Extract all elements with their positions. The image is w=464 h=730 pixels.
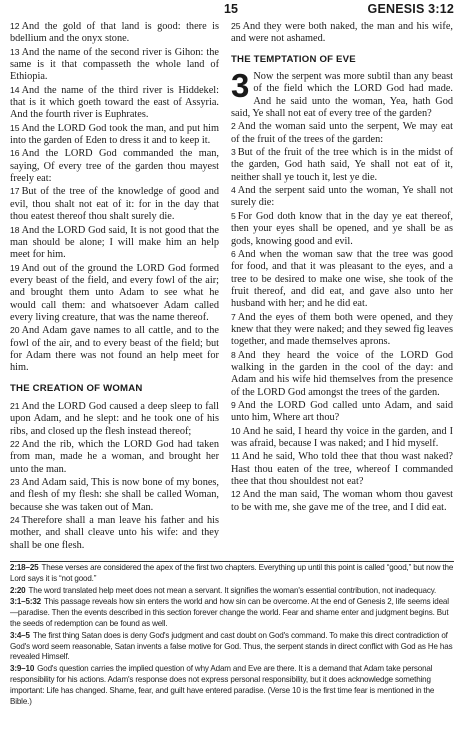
verse-number: 24 — [10, 515, 20, 526]
verse-text: And Adam said, This is now bone of my bones, and flesh of my flesh: she shall be called Woman, because she was taken out of Man. — [10, 477, 219, 513]
verse-number: 12 — [231, 489, 241, 500]
verse — [231, 184, 453, 210]
chapter-opening-verse — [231, 67, 453, 120]
verse-number: 9 — [231, 399, 236, 410]
verse-text: And he said, I heard thy voice in the garden, and I was afraid, because I was naked; and I hid myself. — [231, 425, 453, 449]
verse — [10, 46, 219, 84]
verse-text: And he said, Who told thee that thou wast naked? Hast thou eaten of the tree, whereof I commanded thee that thou shouldest not eat? — [231, 451, 453, 488]
verse-text: And the LORD God took the man, and put him into the garden of Eden to dress it and to keep it. — [10, 122, 219, 147]
verse — [231, 488, 453, 514]
verse-text: And Adam gave names to all cattle, and to the fowl of the air, and to every beast of the field; but for Adam there was not found an help meet for him. — [10, 325, 219, 374]
verse — [231, 120, 453, 146]
running-header — [0, 2, 464, 18]
chapter-number-dropcap: 3 — [231, 67, 250, 105]
note-reference: 3:1–5:32 — [10, 597, 42, 607]
verse-number: 5 — [231, 210, 236, 221]
verse-text: And they heard the voice of the LORD God walking in the garden in the cool of the day: and Adam and his wife hid themselves from the presence of the LORD God amongst the trees of the garden. — [231, 349, 453, 398]
verse — [231, 311, 453, 349]
verse-text: And out of the ground the LORD God formed every beast of the field, and every fowl of the air; and brought them unto Adam to see what he would call them: and whatsoever Adam called every living creature, that was the name thereof. — [10, 262, 219, 323]
verse-list — [231, 120, 453, 514]
note-reference: 2:20 — [10, 585, 26, 595]
study-note — [10, 664, 454, 707]
verse-text: And the serpent said unto the woman, Ye shall not surely die: — [231, 185, 453, 209]
verse-text: And the LORD God said, It is not good that the man should be alone; I will make him an help meet for him. — [10, 224, 219, 261]
verse-number: 3 — [231, 147, 236, 158]
verse — [231, 450, 453, 488]
verse-text: But of the fruit of the tree which is in the midst of the garden, God hath said, Ye shall not eat of it, neither shall ye touch it, lest ye die. — [231, 147, 453, 183]
verse-number: 21 — [10, 400, 20, 411]
note-text: God's question carries the implied question of why Adam and Eve are there. It is a demand that Adam take personal responsibility for his actions. Adam's response does not express personal responsibility, but it does acknowledge something important: Life has changed. Shame, fear, and guilt have entered paradise. (Verse 10 is the first time fear is mentioned in the Bible.) — [10, 664, 435, 706]
note-text: These verses are considered the apex of the first two chapters. Everything up until this point is called “good,” but now the Lord says it is “not good.” — [10, 563, 454, 583]
verse-text: Therefore shall a man leave his father and his mother, and shall cleave unto his wife: and they shall be one flesh. — [10, 515, 219, 551]
verse-number: 18 — [10, 224, 20, 235]
verse — [10, 262, 219, 325]
right-column — [231, 20, 453, 514]
note-reference: 2:18–25 — [10, 563, 39, 572]
verse — [10, 122, 219, 148]
verse-number: 13 — [10, 46, 20, 57]
left-column — [10, 20, 219, 552]
verse — [10, 324, 219, 374]
verse-text: And the rib, which the LORD God had taken from man, made he a woman, and brought her unto the man. — [10, 439, 219, 475]
verse-text: And the man said, The woman whom thou gavest to be with me, she gave me of the tree, and I did eat. — [231, 489, 453, 513]
verse-number: 22 — [10, 439, 20, 449]
verse-number: 8 — [231, 349, 236, 360]
verse — [10, 514, 219, 552]
section-heading-creation-of-woman: THE CREATION OF WOMAN — [10, 382, 143, 394]
verse — [10, 400, 219, 438]
verse-number: 6 — [231, 248, 236, 259]
verse — [10, 20, 219, 46]
note-text: This passage reveals how sin enters the world and how sin can be overcome. At the end of Genesis 2, life seems ideal—paradise. Then the events described in this section forever change the world. Fear and shame enter and judgment begins. But the seeds of redemption can be found as well. — [10, 597, 449, 628]
verse-number: 25 — [231, 21, 241, 31]
verse — [10, 438, 219, 476]
study-note — [10, 631, 454, 663]
verse — [231, 20, 453, 46]
verse-text: And they were both naked, the man and his wife, and were not ashamed. — [231, 21, 453, 45]
verse-text: And the eyes of them both were opened, and they knew that they were naked; and they sewed fig leaves together, and made themselves aprons. — [231, 311, 453, 348]
verse-number: 19 — [10, 262, 20, 273]
verse-number: 12 — [10, 21, 20, 31]
verse-text: And the name of the second river is Gihon: the same is it that compasseth the whole land of Ethiopia. — [10, 46, 219, 83]
verse-text: But of the tree of the knowledge of good and evil, thou shalt not eat of it: for in the day that thou eatest thereof thou shalt surely die. — [10, 186, 219, 223]
section-heading-temptation-of-eve: THE TEMPTATION OF EVE — [231, 53, 356, 65]
verse-list — [10, 20, 219, 375]
note-reference: 3:9–10 — [10, 664, 35, 674]
verse — [10, 185, 219, 223]
verse-text: And the LORD God called unto Adam, and said unto him, Where art thou? — [231, 399, 453, 424]
study-note — [10, 597, 454, 629]
verse-number: 7 — [231, 311, 236, 322]
study-note — [10, 586, 454, 597]
verse-number: 14 — [10, 84, 20, 95]
verse-text: And the woman said unto the serpent, We may eat of the fruit of the trees of the garden: — [231, 121, 453, 145]
verse-number: 4 — [231, 185, 236, 196]
note-reference: 3:4–5 — [10, 630, 30, 640]
verse — [231, 349, 453, 399]
study-note — [10, 563, 454, 585]
verse — [231, 425, 453, 451]
verse-text: And when the woman saw that the tree was good for food, and that it was pleasant to the eyes, and a tree to be desired to make one wise, she took of the fruit thereof, and did eat, and gave also unto her husband with her; and he did eat. — [231, 248, 453, 310]
verse-number: 15 — [10, 122, 20, 133]
verse-text: And the LORD God caused a deep sleep to fall upon Adam, and he slept: and he took one of his ribs, and closed up the flesh instead thereof; — [10, 400, 219, 437]
verse-number: 11 — [231, 451, 240, 462]
verse — [231, 248, 453, 311]
verse — [10, 147, 219, 185]
verse-text: And the LORD God commanded the man, saying, Of every tree of the garden thou mayest freely eat: — [10, 148, 219, 185]
verse-text: And the name of the third river is Hiddekel: that is it which goeth toward the east of Assyria. And the fourth river is Euphrates. — [10, 84, 219, 121]
verse-number: 2 — [231, 121, 236, 132]
verse-number: 16 — [10, 148, 20, 159]
verse-number: 10 — [231, 425, 241, 436]
verse-number: 17 — [10, 186, 20, 197]
verse — [10, 476, 219, 514]
verse — [231, 399, 453, 425]
verse — [10, 224, 219, 262]
verse-text: Now the serpent was more subtil than any beast of the field which the LORD God had made. And he said unto the woman, Yea, hath God said, Ye shall not eat of every tree of the garden? — [231, 71, 453, 120]
verse-number: 23 — [10, 477, 20, 488]
chapter-reference: GENESIS 3:12 — [367, 2, 454, 16]
verse — [231, 210, 453, 248]
verse-text: For God doth know that in the day ye eat thereof, then your eyes shall be opened, and ye shall be as gods, knowing good and evil. — [231, 210, 453, 247]
note-text: The word translated help meet does not mean a servant. It signifies the woman's essential contribution, not inadequacy. — [28, 585, 437, 595]
footnote-divider — [10, 561, 454, 562]
study-notes — [10, 563, 454, 708]
page-number: 15 — [224, 2, 238, 16]
verse-text: And the gold of that land is good: there is bdellium and the onyx stone. — [10, 21, 219, 45]
verse-number: 20 — [10, 325, 20, 336]
note-text: The first thing Satan does is deny God's judgment and cast doubt on God's command. To make this direct contradiction of God's word seem reasonable, Satan invents a false motive for God. Thus, the serpent stands in direct conflict with God as He has revealed Himself. — [10, 630, 453, 662]
verse — [231, 146, 453, 184]
verse-list — [10, 400, 219, 552]
verse — [10, 84, 219, 122]
